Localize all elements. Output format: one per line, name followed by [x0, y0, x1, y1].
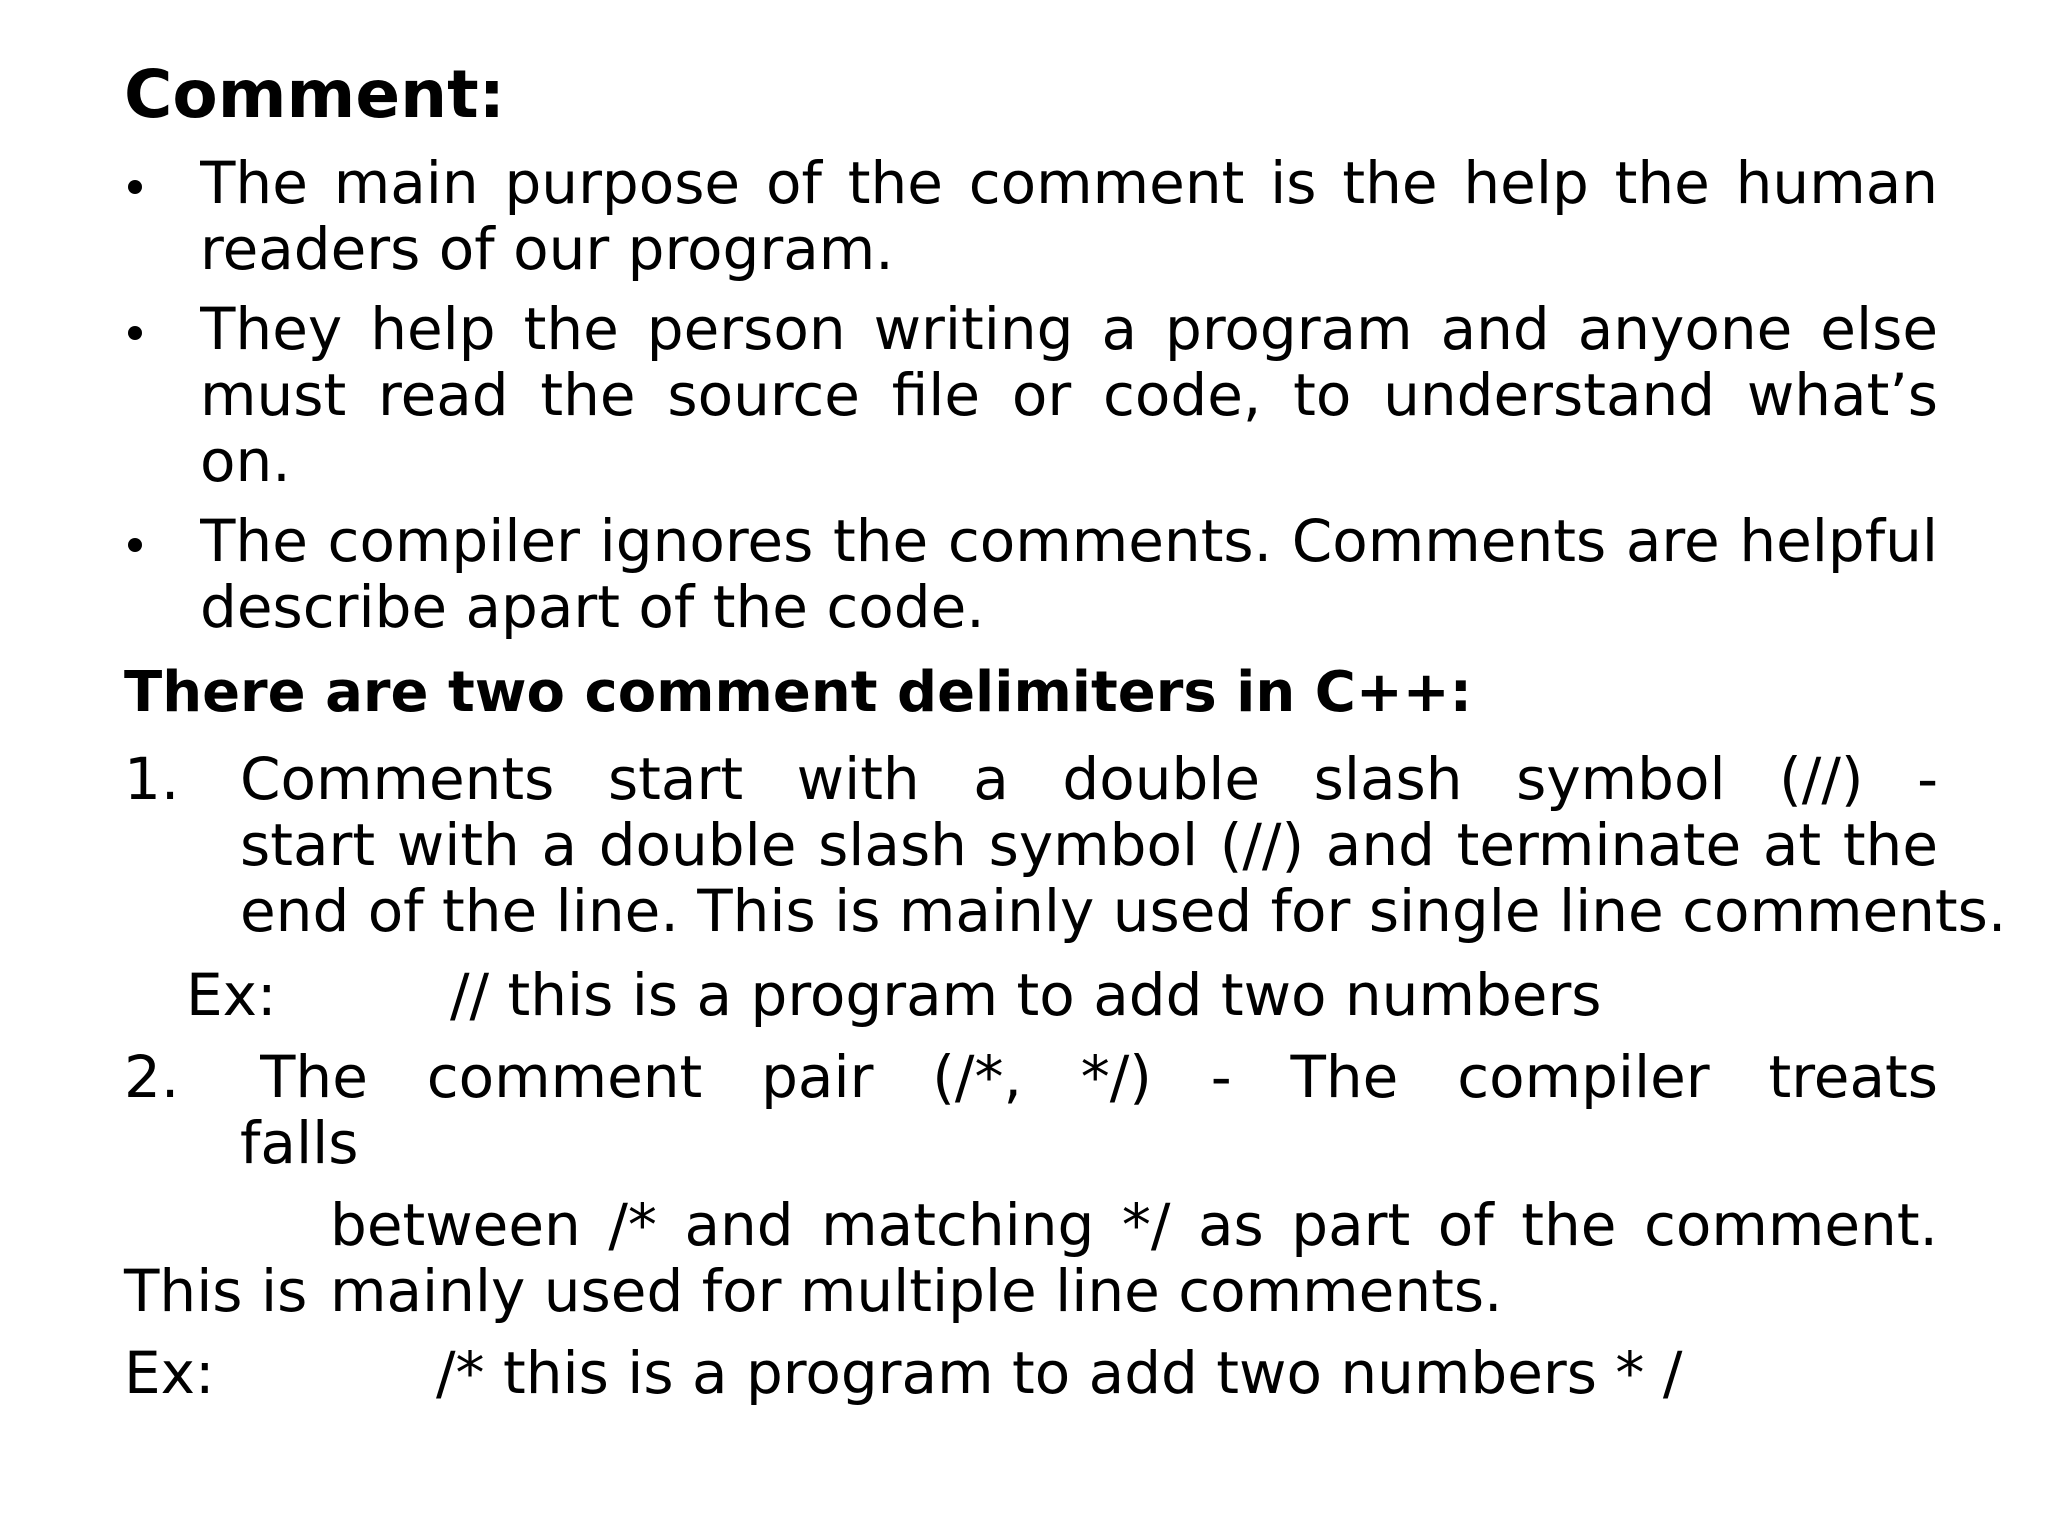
item-2-line-4: This is [124, 1257, 308, 1325]
item-1-line-3: end of the line. This is mainly used for single line comments. [240, 877, 2007, 945]
bullet-2-line-3: on. [200, 427, 291, 495]
bullet-3-line-1: The compiler ignores the comments. Comments are helpful [200, 508, 1938, 574]
example-2-label: Ex: [124, 1339, 215, 1407]
example-2-code: /* this is a program to add two numbers * / [436, 1339, 1683, 1407]
slide-title: Comment: [124, 56, 506, 133]
bullet-2-line-2: must read the source file or code, to understand what’s [200, 362, 1938, 428]
example-1-code: // this is a program to add two numbers [450, 961, 1602, 1029]
item-1-line-2: start with a double slash symbol (//) and terminate at the [240, 812, 1938, 878]
item-1-marker: 1. [124, 745, 180, 813]
example-1-label: Ex: [186, 961, 277, 1029]
item-2-line-5: mainly used for multiple line comments. [330, 1257, 1503, 1325]
bullet-icon [128, 538, 142, 552]
bullet-icon [128, 326, 142, 340]
item-2-line-1: The comment pair (/*, */) - The compiler treats [260, 1044, 1938, 1110]
item-1-line-1: Comments start with a double slash symbol (//) - [240, 746, 1938, 812]
item-2-line-2: falls [240, 1109, 359, 1177]
bullet-3-line-2: describe apart of the code. [200, 573, 985, 641]
delimiters-heading: There are two comment delimiters in C++: [124, 660, 1473, 725]
item-2-line-3: between /* and matching */ as part of the comment. [330, 1192, 1938, 1258]
bullet-1-line-2: readers of our program. [200, 215, 894, 283]
item-2-marker: 2. [124, 1043, 180, 1111]
bullet-icon [128, 180, 142, 194]
bullet-1-line-1: The main purpose of the comment is the help the human [200, 150, 1938, 216]
bullet-2-line-1: They help the person writing a program and anyone else [200, 296, 1938, 362]
